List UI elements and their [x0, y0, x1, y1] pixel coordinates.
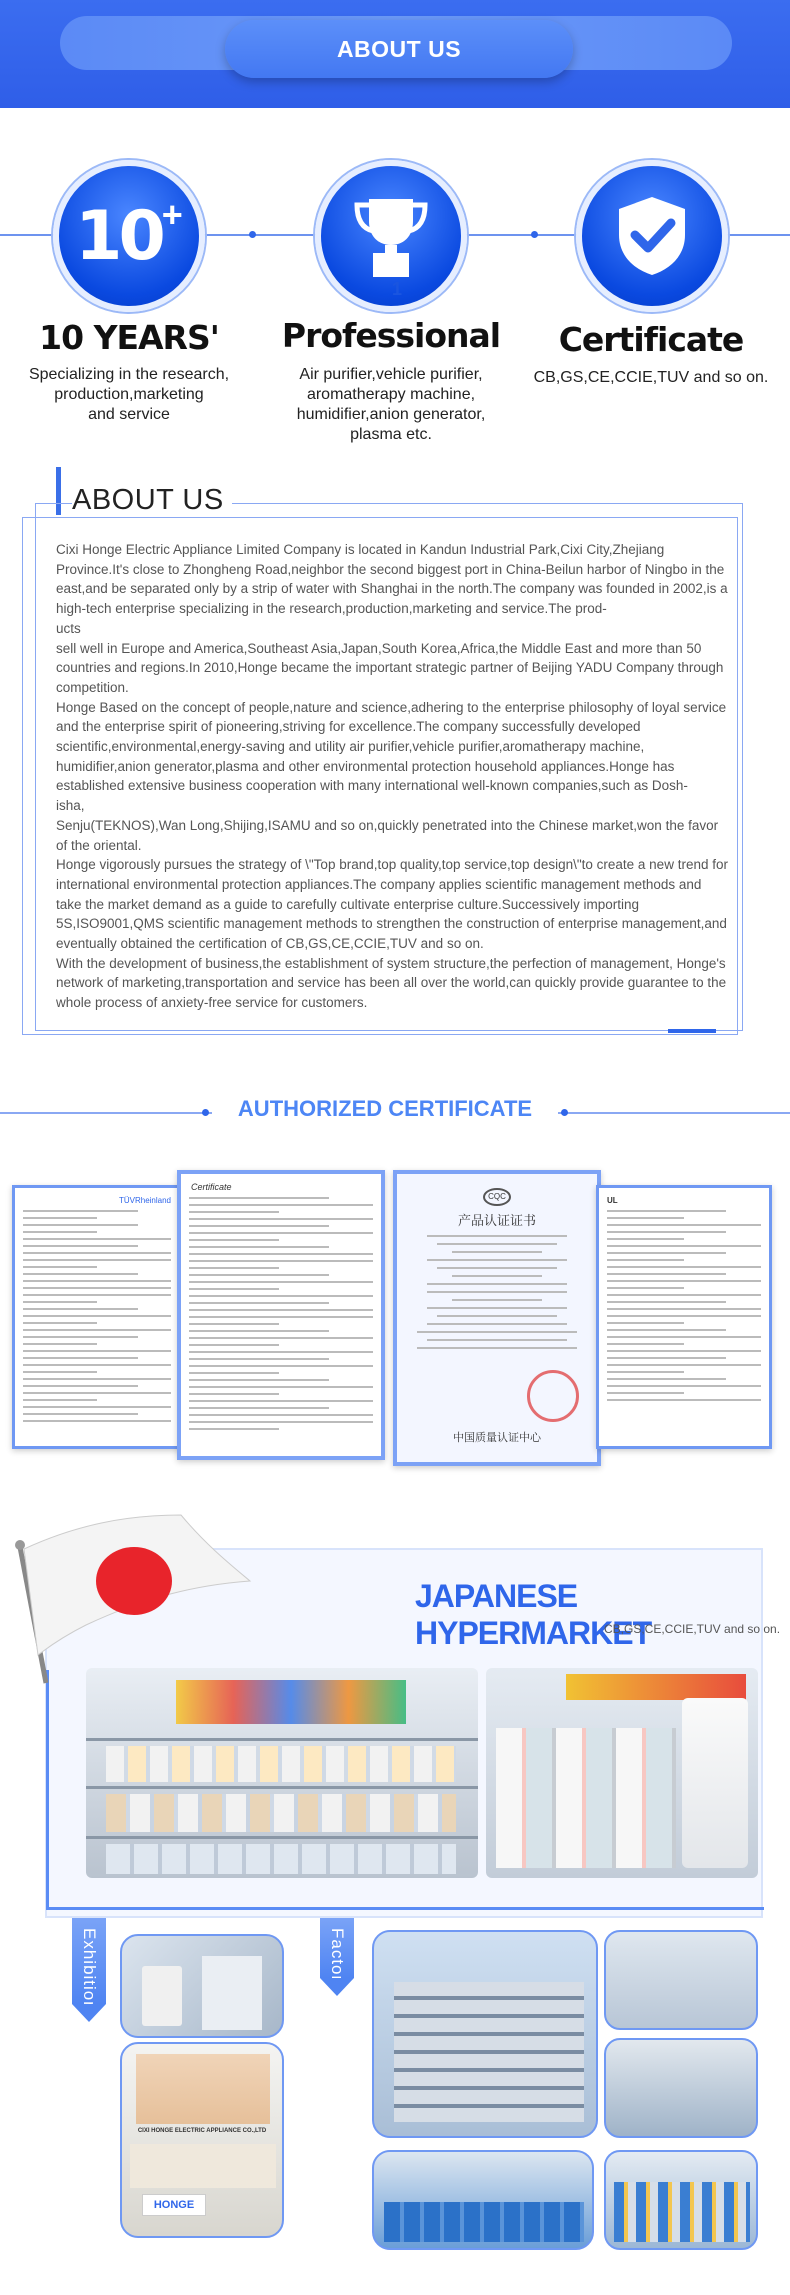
factory-storage-photo [604, 2150, 758, 2250]
about-text: Cixi Honge Electric Appliance Limited Company is located in Kandun Industrial Park,Cixi City,Zhejiang Province.It's close to Zhongheng Road,neighbor the second biggest port in China-Beilun harbor of Ningbo in the east,and be separated only by a strip of water with Shanghai in the north.The company was founded in 2002,is a high-tech enterprise specializing in the research,production,marketing and service.The prod- ucts sell well in Europe and America,Southeast Asia,Japan,South Korea,Africa,the Middle East and more than 50 countries and regions.In 2010,Honge became the important strategic partner of Beijing YADU Company through competition. Honge Based on the concept of people,nature and science,adhering to the enterprise philosophy of loyal service and the enterprise spirit of pioneering,striving for excellence.The company successfully developed scientific,environmental,energy-saving and utility air purifier,vehicle purifier,aromatherapy machine, humidifier,anion generator,plasma and other environmental protection household appliances.Honge has established extensive business cooperation with many international well-known companies,such as Dosh- isha, Senju(TEKNOS),Wan Long,Shijing,ISAMU and so on,quickly penetrated into the Chinese market,won the favor of the oriental. Honge vigorously pursues the strategy of \"Top brand,top quality,top service,top design\"to create a new trend for international environmental protection appliances.The company applies scientific management methods and take the market demand as a guide to carefully cultivate enterprise culture.Successively importing 5S,ISO9001,QMS scientific management methods to strengthen the construction of enterprise management,and eventually obtained the certification of CB,GS,CE,CCIE,TUV and so on. With the development of business,the establishment of system structure,the perfection of management, Honge's network of marketing,transportation and service has been all over the world,can quickly provide guarantee to the whole process of anxiety-free service for customers. [56, 542, 728, 1011]
factory-warehouse-photo [372, 2150, 594, 2250]
cert-footer: 中国质量认证中心 [453, 1432, 541, 1444]
certificate-ccc: CQC 产品认证证书 中国质量认证中心 [393, 1170, 601, 1466]
exhibition-label: Exhibition [80, 1928, 99, 2012]
cert-header: UL [607, 1196, 618, 1205]
banner-title: ABOUT US [225, 20, 573, 78]
cert-header: TÜVRheinland [118, 1196, 171, 1205]
exhibition-photo-1 [120, 1934, 284, 2038]
honge-logo: HONGE [142, 2194, 206, 2216]
auth-dot [202, 1109, 209, 1116]
certificate-tuv-2 [177, 1170, 385, 1460]
red-seal [527, 1370, 579, 1422]
feature-dot [249, 231, 256, 238]
ten-years-icon-number: 10 [75, 196, 162, 276]
feature-desc-professional: Air purifier,vehicle purifier, aromatherapy machine, humidifier,anion generator, plasma etc. [296, 366, 486, 443]
certificate-tuv-1 [12, 1185, 182, 1449]
factory-label: Factory [328, 1928, 347, 1992]
feature-desc-years: Specializing in the research, production,marketing and service [28, 366, 230, 423]
hypermarket-photo-2 [486, 1668, 758, 1878]
hypermarket-photo-1 [86, 1668, 478, 1878]
cert-header: 产品认证证书 [457, 1213, 536, 1228]
booth-sign: CIXI HONGE ELECTRIC APPLIANCE CO.,LTD [137, 2128, 267, 2134]
factory-assembly-photo [604, 2038, 758, 2138]
about-corner-accent [668, 1029, 716, 1033]
about-title: ABOUT US [72, 484, 232, 517]
feature-title-years: 10 YEARS' [39, 318, 219, 357]
exhibition-photo-2 [120, 2042, 284, 2238]
japan-subtitle: CB,GS,CE,CCIE,TUV and so on. [604, 1622, 781, 1636]
trophy-icon [315, 160, 467, 312]
feature-dot [531, 231, 538, 238]
japan-title: JAPANESE HYPERMARKET [415, 1578, 652, 1651]
feature-title-certificate: Certificate [558, 320, 744, 359]
ten-years-icon [53, 160, 205, 312]
auth-dot [561, 1109, 568, 1116]
factory-ribbon [320, 1918, 354, 1992]
factory-ribbon-tail [320, 1978, 354, 1996]
shield-check-icon [576, 160, 728, 312]
ten-years-icon-plus: + [161, 194, 183, 235]
exhibition-ribbon [72, 1918, 106, 2012]
exhibition-ribbon-tail [72, 2004, 106, 2022]
trophy-rank-number: 1 [391, 279, 402, 299]
shield-svg [613, 193, 691, 279]
japan-flag-icon [6, 1485, 256, 1685]
feature-title-professional: Professional [281, 316, 501, 355]
factory-lab-photo [604, 1930, 758, 2030]
cert-header: Certificate [191, 1182, 232, 1192]
feature-desc-certificate: CB,GS,CE,CCIE,TUV and so on. [533, 369, 769, 386]
certificate-ul [596, 1185, 772, 1449]
trophy-svg [351, 191, 431, 281]
factory-building-photo [372, 1930, 598, 2138]
auth-title: AUTHORIZED CERTIFICATE [212, 1096, 558, 1122]
